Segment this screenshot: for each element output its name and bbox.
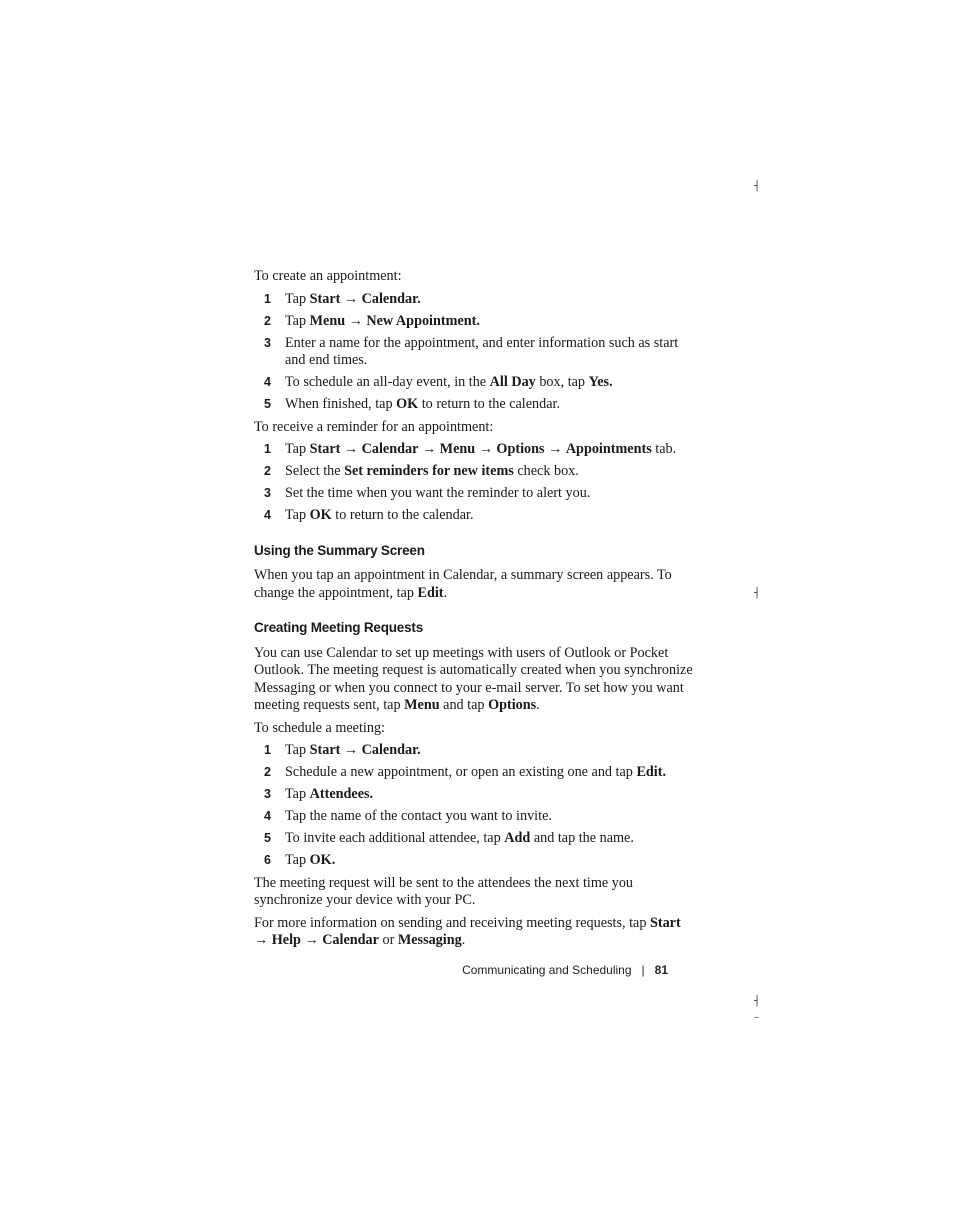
- step-number: 5: [264, 397, 271, 411]
- bold-term: Calendar.: [361, 290, 421, 307]
- bold-term: Add: [504, 830, 531, 846]
- text-run: When finished, tap: [285, 396, 397, 412]
- step-text: [285, 830, 694, 848]
- schedule-meeting-intro: To schedule a meeting:: [254, 719, 385, 736]
- bold-term: Start: [309, 290, 341, 307]
- text-run: →: [340, 441, 362, 457]
- text-run: →: [544, 441, 566, 457]
- reminder-steps: [254, 441, 694, 525]
- step-number: 4: [264, 809, 271, 823]
- page-content: [254, 268, 694, 955]
- text-run: For more information on sending and receiving meeting requests, tap: [254, 914, 650, 931]
- page-number: 81: [654, 963, 668, 977]
- text-run: Select the: [285, 463, 345, 479]
- text-run: Tap: [285, 507, 310, 523]
- step-text: [285, 463, 694, 481]
- bold-term: All Day: [489, 374, 536, 390]
- list-item: [254, 441, 694, 459]
- footer-separator: |: [641, 963, 645, 977]
- bold-term: Menu: [404, 697, 440, 713]
- text-run: The meeting request will be sent to the attendees the next time you synchronize your device with your PC.: [254, 874, 634, 908]
- text-run: and tap: [439, 697, 489, 713]
- text-run: Tap: [285, 852, 310, 868]
- text-run: or: [378, 932, 398, 948]
- text-run: .: [461, 932, 466, 948]
- bold-term: Attendees.: [309, 786, 374, 802]
- create-appointment-steps: [254, 291, 694, 414]
- list-item: [254, 374, 694, 392]
- list-item: [254, 507, 694, 525]
- step-text: [285, 313, 694, 331]
- bold-term: Edit: [417, 584, 444, 601]
- bold-term: OK: [309, 507, 332, 523]
- step-text: [285, 335, 694, 370]
- text-run: →: [418, 441, 440, 457]
- text-run: to return to the calendar.: [331, 507, 474, 523]
- bold-term: Yes.: [588, 374, 613, 390]
- step-text: [285, 786, 694, 804]
- list-item: [254, 786, 694, 804]
- list-item: [254, 291, 694, 309]
- bold-term: OK: [396, 396, 419, 412]
- summary-body: [254, 567, 694, 602]
- bold-term: Options: [488, 697, 537, 713]
- crop-mark-bottom: ┤: [754, 996, 761, 1007]
- bold-term: Calendar: [322, 932, 379, 948]
- step-number: 6: [264, 853, 271, 867]
- text-run: To schedule an all-day event, in the: [285, 374, 490, 390]
- bold-term: Calendar: [361, 441, 419, 457]
- bold-term: Edit.: [636, 764, 667, 780]
- text-run: and tap the name.: [530, 830, 634, 846]
- footer-chapter-title: Communicating and Scheduling: [462, 963, 632, 977]
- text-run: You can use Calendar to set up meetings with users of Outlook or Pocket Outlook. The meeting request is automatically created when you synchronize Messaging or when you connect to your e-mail server. To set how you want meeting requests sent, tap: [254, 644, 693, 713]
- bold-term: Options: [496, 441, 545, 457]
- step-number: 2: [264, 765, 271, 779]
- step-text: [285, 808, 694, 826]
- bold-term: Help: [271, 932, 301, 948]
- step-number: 3: [264, 787, 271, 801]
- list-item: [254, 742, 694, 760]
- bold-term: Messaging: [397, 932, 462, 948]
- bold-term: Menu: [309, 312, 346, 329]
- text-run: Tap: [285, 441, 310, 457]
- bold-term: Start: [649, 914, 681, 931]
- text-run: To invite each additional attendee, tap: [285, 830, 505, 846]
- text-run: →: [340, 290, 362, 307]
- list-item: [254, 764, 694, 782]
- text-run: box, tap: [535, 374, 589, 390]
- create-appointment-intro: To create an appointment:: [254, 268, 402, 284]
- bold-term: OK.: [309, 852, 336, 868]
- crop-mark-bottom-dash: –: [754, 1012, 759, 1023]
- crop-mark-top: ┤: [754, 181, 761, 192]
- step-text: [285, 374, 694, 392]
- text-run: Tap: [285, 742, 310, 758]
- schedule-meeting-steps: [254, 742, 694, 870]
- step-text: [285, 852, 694, 870]
- step-number: 4: [264, 508, 271, 522]
- step-text: [285, 485, 694, 503]
- step-number: 2: [264, 313, 271, 328]
- step-text: [285, 396, 694, 414]
- bold-term: Calendar.: [361, 742, 421, 758]
- list-item: [254, 852, 694, 870]
- list-item: [254, 830, 694, 848]
- list-item: [254, 463, 694, 481]
- text-run: Schedule a new appointment, or open an existing one and tap: [285, 764, 637, 780]
- text-run: Tap: [285, 786, 310, 802]
- list-item: [254, 396, 694, 414]
- text-run: Enter a name for the appointment, and enter information such as start and end times.: [285, 334, 679, 368]
- step-text: [285, 291, 694, 309]
- more-info-note: [254, 915, 694, 950]
- list-item: [254, 808, 694, 826]
- text-run: Tap: [285, 290, 310, 307]
- text-run: tab.: [651, 441, 677, 457]
- text-run: Tap the name of the contact you want to invite.: [285, 808, 552, 824]
- step-text: [285, 742, 694, 760]
- text-run: .: [443, 584, 448, 601]
- step-text: [285, 764, 694, 782]
- list-item: [254, 335, 694, 370]
- step-number: 3: [264, 335, 271, 350]
- text-run: to return to the calendar.: [418, 396, 561, 412]
- step-number: 2: [264, 464, 271, 478]
- reminder-intro: To receive a reminder for an appointment:: [254, 418, 494, 435]
- bold-term: New Appointment.: [366, 312, 480, 329]
- text-run: →: [340, 742, 362, 758]
- text-run: Tap: [285, 312, 310, 329]
- step-text: [285, 507, 694, 525]
- step-number: 5: [264, 831, 271, 845]
- meeting-heading: Creating Meeting Requests: [254, 620, 424, 635]
- bold-term: Start: [309, 441, 341, 457]
- text-run: →: [254, 932, 272, 948]
- list-item: [254, 485, 694, 503]
- meeting-after-note: [254, 875, 694, 910]
- page-footer: [462, 963, 668, 977]
- bold-term: Set reminders for new items: [344, 463, 514, 479]
- text-run: →: [345, 312, 367, 329]
- text-run: Set the time when you want the reminder to alert you.: [285, 485, 591, 501]
- text-run: .: [536, 697, 540, 713]
- bold-term: Start: [309, 742, 341, 758]
- bold-term: Appointments: [565, 441, 652, 457]
- step-number: 3: [264, 486, 271, 500]
- step-number: 1: [264, 442, 271, 456]
- step-number: 4: [264, 375, 271, 389]
- step-number: 1: [264, 743, 271, 757]
- text-run: check box.: [513, 463, 579, 479]
- text-run: →: [475, 441, 497, 457]
- step-text: [285, 441, 694, 459]
- meeting-body: [254, 645, 694, 715]
- text-run: →: [300, 932, 323, 948]
- text-run: When you tap an appointment in Calendar, a summary screen appears. To change the appointment, tap: [254, 567, 672, 601]
- summary-heading: Using the Summary Screen: [254, 542, 425, 558]
- step-number: 1: [264, 291, 271, 306]
- list-item: [254, 313, 694, 331]
- bold-term: Menu: [439, 441, 476, 457]
- crop-mark-middle: ┤: [754, 588, 761, 599]
